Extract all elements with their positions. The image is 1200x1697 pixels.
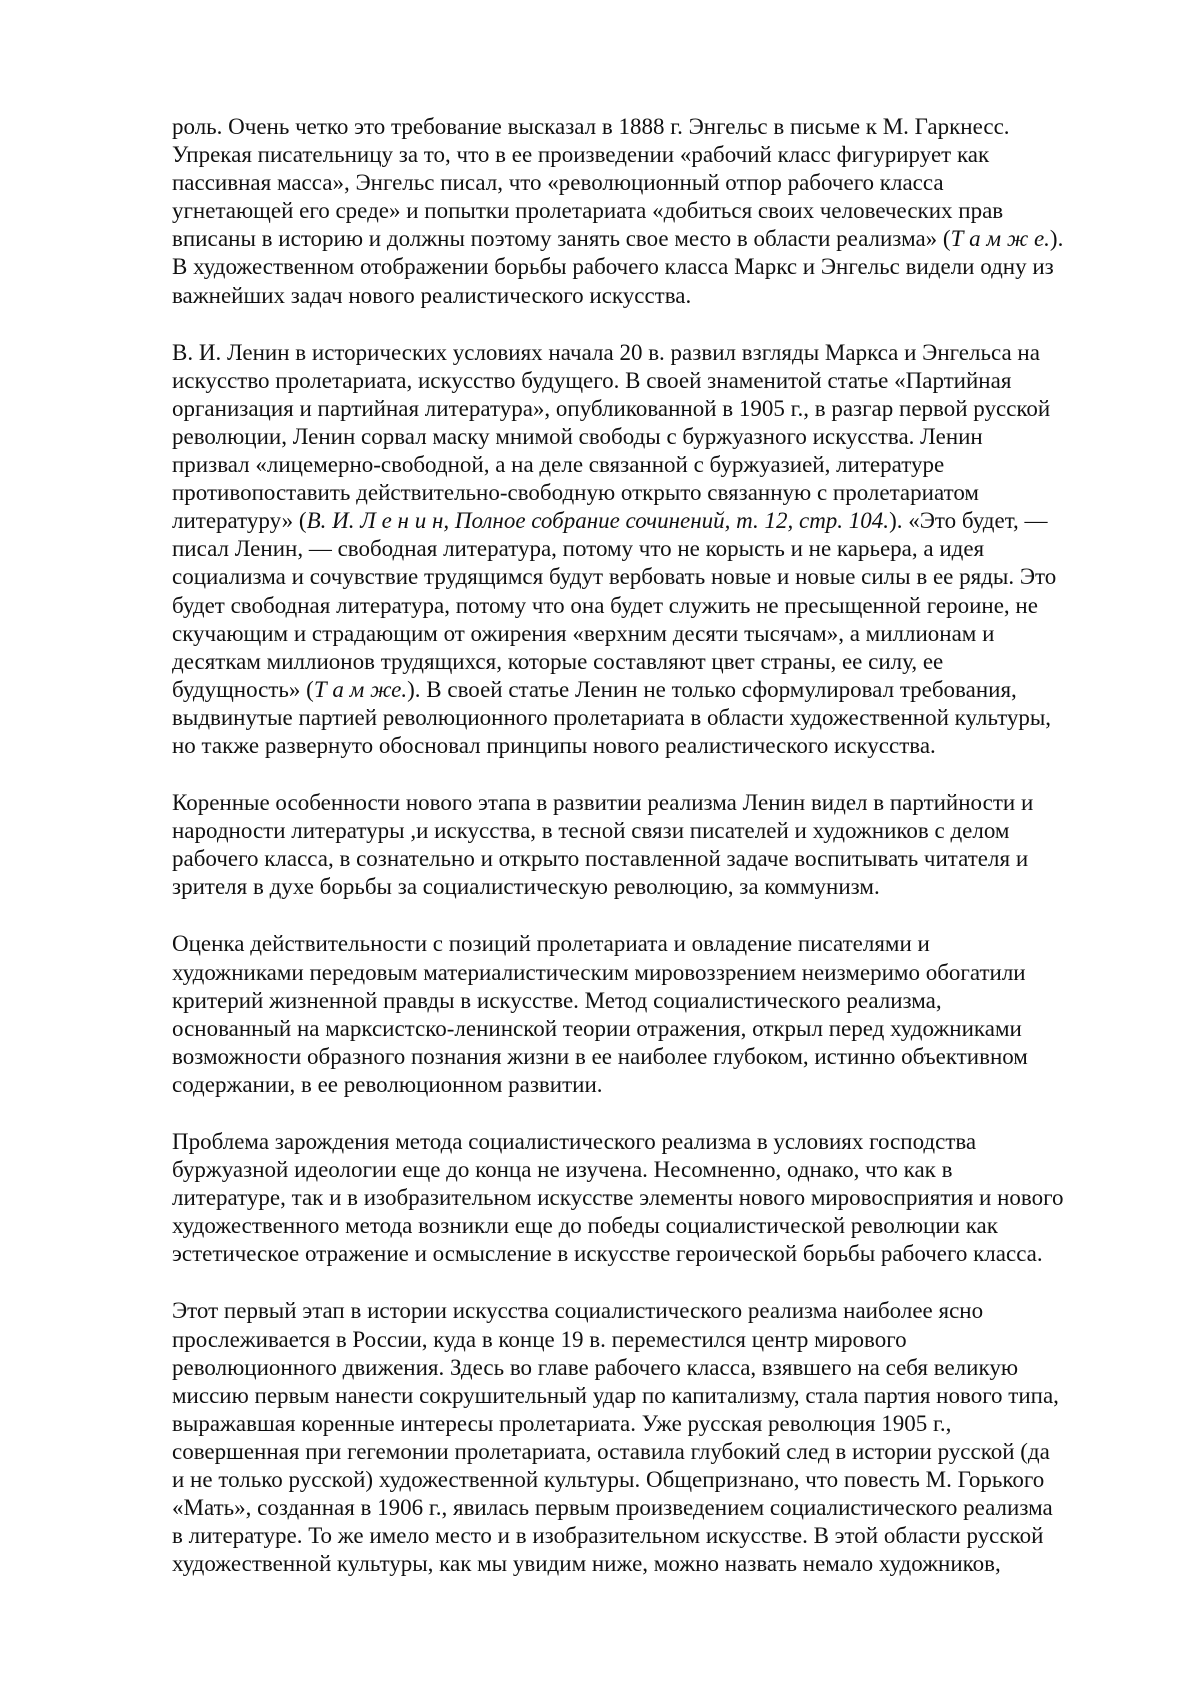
text-run: революционного движения. Здесь во главе рабочего класса, взявшего на себя великую (172, 1354, 1019, 1380)
text-run: в литературе. То же имело место и в изобразительном искусстве. В этой области русской (172, 1523, 1044, 1549)
text-line (172, 339, 1130, 367)
text-run: содержании, в ее революционном развитии. (172, 1071, 603, 1097)
text-line (172, 169, 1130, 197)
text-run: вписаны в историю и должны поэтому занять свое место в области реализма» ( (172, 226, 951, 252)
text-run: В. И. Ленин в исторических условиях начала 20 в. развил взгляды Маркса и Энгельса на (172, 339, 1040, 365)
text-run: художественной культуры, как мы увидим ниже, можно назвать немало художников, (172, 1551, 1001, 1577)
text-run: зрителя в духе борьбы за социалистическую революцию, за коммунизм. (172, 874, 880, 900)
text-run: и не только русской) художественной культуры. Общепризнано, что повесть М. Горького (172, 1467, 1045, 1493)
text-run: искусство пролетариата, искусство будущего. В своей знаменитой статье «Партийная (172, 367, 1012, 393)
text-run: народности литературы ,и искусства, в тесной связи писателей и художников с делом (172, 818, 1010, 844)
text-run: ). «Это будет, — (889, 508, 1048, 534)
text-line (172, 1494, 1130, 1522)
text-line (172, 225, 1130, 253)
text-line (172, 845, 1130, 873)
text-run: литературе, так и в изобразительном искусстве элементы нового мировосприятия и нового (172, 1185, 1064, 1211)
text-run: прослеживается в России, куда в конце 19 в. переместился центр мирового (172, 1326, 907, 1352)
text-line (172, 620, 1130, 648)
text-run: выражавшая коренные интересы пролетариата. Уже русская революция 1905 г., (172, 1410, 952, 1436)
text-run: организация и партийная литература», опубликованной в 1905 г., в разгар первой русской (172, 395, 1051, 421)
text-line (172, 648, 1130, 676)
text-line (172, 197, 1130, 225)
text-line (172, 1071, 1130, 1099)
italic-citation: В. И. Л е н и н, Полное собрание сочинений, т. 12, стр. 104. (306, 508, 890, 534)
text-line (172, 930, 1130, 958)
text-line (172, 479, 1130, 507)
text-line (172, 1522, 1130, 1550)
text-run: художниками передовым материалистическим мировоззрением неизмеримо обогатили (172, 959, 1026, 985)
text-line (172, 1184, 1130, 1212)
text-run: пассивная масса», Энгельс писал, что «революционный отпор рабочего класса (172, 170, 944, 196)
document-body (172, 113, 1130, 1578)
text-line (172, 959, 1130, 987)
text-run: критерий жизненной правды в искусстве. Метод социалистического реализма, (172, 987, 942, 1013)
text-run: ). (1049, 226, 1064, 252)
text-line (172, 563, 1130, 591)
text-line (172, 507, 1130, 535)
text-line (172, 873, 1130, 901)
text-run: десяткам миллионов трудящихся, которые составляют цвет страны, ее силу, ее (172, 648, 944, 674)
text-run: социализма и сочувствие трудящимся будут вербовать новые и новые силы в ее ряды. Это (172, 564, 1057, 590)
text-run: основанный на марксистско-ленинской теории отражения, открыл перед художниками (172, 1015, 1022, 1041)
text-line (172, 1156, 1130, 1184)
paragraph (172, 1297, 1130, 1578)
text-run: эстетическое отражение и осмысление в искусстве героической борьбы рабочего класса. (172, 1241, 1043, 1267)
text-run: рабочего класса, в сознательно и открыто поставленной задаче воспитывать читателя и (172, 846, 1029, 872)
text-line (172, 704, 1130, 732)
text-run: призвал «лицемерно-свободной, а на деле связанной с буржуазией, литературе (172, 452, 945, 478)
text-run: Проблема зарождения метода социалистического реализма в условиях господства (172, 1129, 977, 1154)
text-run: художественного метода возникли еще до победы социалистической революции как (172, 1213, 998, 1239)
text-line (172, 676, 1130, 704)
text-run: Оценка действительности с позиций пролетариата и овладение писателями и (172, 931, 930, 957)
text-line (172, 253, 1130, 281)
text-line (172, 113, 1130, 141)
text-run: «Мать», созданная в 1906 г., явилась первым произведением социалистического реализма (172, 1495, 1053, 1521)
text-run: литературу» ( (172, 508, 307, 534)
paragraph (172, 339, 1130, 760)
text-line (172, 1128, 1130, 1156)
text-run: важнейших задач нового реалистического искусства. (172, 282, 692, 308)
text-run: выдвинутые партией революционного пролетариата в области художественной культуры, (172, 704, 1052, 730)
text-line (172, 535, 1130, 563)
text-line (172, 1466, 1130, 1494)
text-run: Упрекая писательницу за то, что в ее произведении «рабочий класс фигурирует как (172, 142, 990, 168)
text-line (172, 1550, 1130, 1578)
text-run: будет свободная литература, потому что она будет служить не пресыщенной героине, не (172, 592, 1038, 618)
text-run: будущность» ( (172, 676, 314, 702)
text-line (172, 1438, 1130, 1466)
text-run: ). В своей статье Ленин не только сформулировал требования, (407, 676, 1017, 702)
paragraph (172, 1128, 1130, 1268)
text-line (172, 395, 1130, 423)
text-run: но также развернуто обосновал принципы нового реалистического искусства. (172, 732, 936, 758)
text-line (172, 1326, 1130, 1354)
text-run: угнетающей его среде» и попытки пролетариата «добиться своих человеческих прав (172, 198, 1004, 224)
text-run: роль. Очень четко это требование высказал в 1888 г. Энгельс в письме к М. Гаркнесс. (172, 114, 1010, 139)
text-line (172, 817, 1130, 845)
text-line (172, 141, 1130, 169)
text-line (172, 1043, 1130, 1071)
text-line (172, 987, 1130, 1015)
text-line (172, 1410, 1130, 1438)
text-line (172, 1382, 1130, 1410)
text-line (172, 282, 1130, 310)
text-line (172, 451, 1130, 479)
text-line (172, 1240, 1130, 1268)
italic-citation: Т а м ж е. (950, 226, 1050, 252)
paragraph (172, 789, 1130, 901)
text-line (172, 1297, 1130, 1325)
italic-citation: Т а м же. (313, 676, 408, 702)
text-run: революции, Ленин сорвал маску мнимой свободы с буржуазного искусства. Ленин (172, 423, 983, 449)
text-run: В художественном отображении борьбы рабочего класса Маркс и Энгельс видели одну из (172, 254, 1054, 280)
text-run: скучающим и страдающим от ожирения «верхним десяти тысячам», а миллионам и (172, 620, 995, 646)
text-run: писал Ленин, — свободная литература, потому что не корысть и не карьера, а идея (172, 536, 985, 562)
text-run: буржуазной идеологии еще до конца не изучена. Несомненно, однако, что как в (172, 1157, 953, 1183)
text-line (172, 1212, 1130, 1240)
paragraph (172, 930, 1130, 1099)
text-line (172, 789, 1130, 817)
text-line (172, 592, 1130, 620)
text-line (172, 367, 1130, 395)
text-run: совершенная при гегемонии пролетариата, оставила глубокий след в истории русской (да (172, 1438, 1050, 1464)
text-run: Этот первый этап в истории искусства социалистического реализма наиболее ясно (172, 1298, 984, 1324)
text-line (172, 732, 1130, 760)
text-line (172, 1015, 1130, 1043)
text-run: возможности образного познания жизни в ее наиболее глубоком, истинно объективном (172, 1043, 1028, 1069)
paragraph (172, 113, 1130, 310)
text-run: Коренные особенности нового этапа в развитии реализма Ленин видел в партийности и (172, 790, 1034, 816)
text-line (172, 423, 1130, 451)
text-run: противопоставить действительно-свободную открыто связанную с пролетариатом (172, 480, 979, 506)
text-line (172, 1354, 1130, 1382)
text-run: миссию первым нанести сокрушительный удар по капитализму, стала партия нового типа, (172, 1382, 1059, 1408)
